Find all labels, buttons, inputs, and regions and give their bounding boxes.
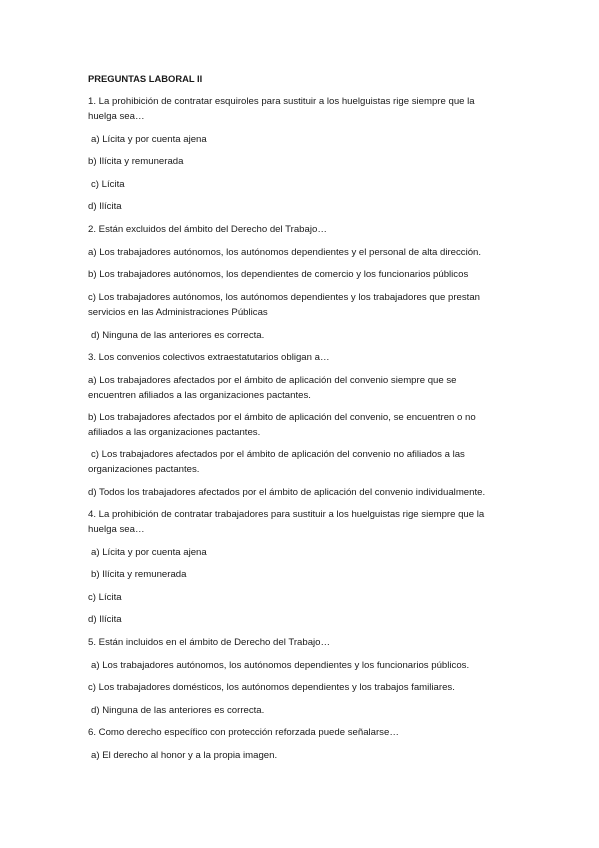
question-2-option-b: b) Los trabajadores autónomos, los dependientes de comercio y los funcionarios públicos: [88, 269, 469, 280]
question-3-option-a: a) Los trabajadores afectados por el ámbito de aplicación del convenio siempre que se: [88, 375, 457, 386]
question-4-option-d: d) Ilícita: [88, 614, 122, 625]
question-4-option-b: b) Ilícita y remunerada: [91, 569, 187, 580]
question-3-option-b: b) Los trabajadores afectados por el ámbito de aplicación del convenio, se encuentren o no: [88, 412, 476, 423]
question-2-option-c-continued: servicios en las Administraciones Públicas: [88, 307, 268, 318]
question-2-option-d: d) Ninguna de las anteriores es correcta.: [91, 330, 265, 341]
question-4-stem: 4. La prohibición de contratar trabajadores para sustituir a los huelguistas rige siempre que la: [88, 509, 485, 520]
question-1-option-c: c) Lícita: [91, 179, 125, 190]
question-6-option-a: a) El derecho al honor y a la propia imagen.: [91, 750, 278, 761]
question-3-option-c: c) Los trabajadores afectados por el ámbito de aplicación del convenio no afiliados a las: [91, 449, 465, 460]
question-1-option-a: a) Lícita y por cuenta ajena: [91, 134, 207, 145]
question-4-option-a: a) Lícita y por cuenta ajena: [91, 547, 207, 558]
question-3-option-c-continued: organizaciones pactantes.: [88, 464, 200, 475]
question-5-stem: 5. Están incluidos en el ámbito de Derecho del Trabajo…: [88, 637, 331, 648]
question-6-stem: 6. Como derecho específico con protección reforzada puede señalarse…: [88, 727, 399, 738]
question-5-option-d: d) Ninguna de las anteriores es correcta.: [91, 705, 265, 716]
question-5-option-c: c) Los trabajadores domésticos, los autónomos dependientes y los trabajos familiares.: [88, 682, 455, 693]
question-4-stem-continued: huelga sea…: [88, 524, 145, 535]
question-3-stem: 3. Los convenios colectivos extraestatutarios obligan a…: [88, 352, 330, 363]
question-1-option-b: b) Ilícita y remunerada: [88, 156, 184, 167]
question-3-option-d: d) Todos los trabajadores afectados por el ámbito de aplicación del convenio individualmente.: [88, 487, 486, 498]
question-2-option-a: a) Los trabajadores autónomos, los autónomos dependientes y el personal de alta dirección.: [88, 247, 482, 258]
question-4-option-c: c) Lícita: [88, 592, 122, 603]
document-title: PREGUNTAS LABORAL II: [88, 73, 203, 84]
question-2-option-c: c) Los trabajadores autónomos, los autónomos dependientes y los trabajadores que prestan: [88, 292, 480, 303]
question-1-stem: 1. La prohibición de contratar esquiroles para sustituir a los huelguistas rige siempre que la: [88, 96, 475, 107]
question-1-stem-continued: huelga sea…: [88, 111, 145, 122]
question-1-option-d: d) Ilícita: [88, 201, 122, 212]
question-3-option-b-continued: afiliados a las organizaciones pactantes.: [88, 427, 261, 438]
question-2-stem: 2. Están excluidos del ámbito del Derecho del Trabajo…: [88, 224, 327, 235]
question-3-option-a-continued: encuentren afiliados a las organizaciones pactantes.: [88, 390, 311, 401]
question-5-option-a: a) Los trabajadores autónomos, los autónomos dependientes y los funcionarios públicos.: [91, 660, 470, 671]
